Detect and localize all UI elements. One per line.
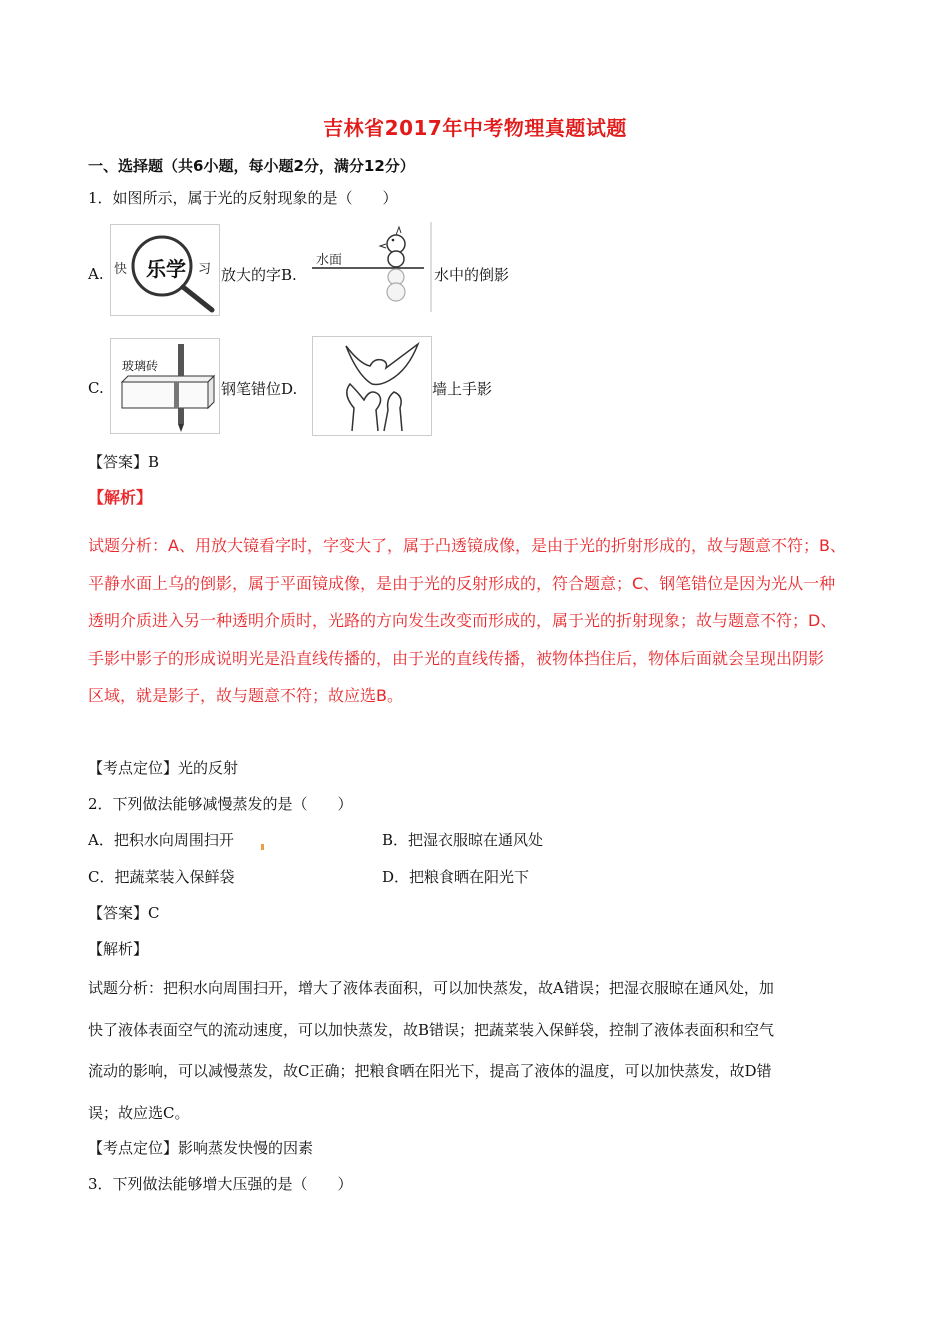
q1-answer: 【答案】B [88, 453, 160, 471]
document-title: 吉林省2017年中考物理真题试题 [323, 116, 627, 140]
q1-analysis-line: 区域，就是影子，故与题意不符；故应选B。 [88, 686, 403, 705]
q2-analysis-line: 误；故应选C。 [88, 1103, 190, 1122]
q2-kaodian: 【考点定位】影响蒸发快慢的因素 [88, 1139, 314, 1157]
q2-analysis-line: 快了液体表面空气的流动速度，可以加快蒸发，故B错误；把蔬菜装入保鲜袋，控制了液体表面积和空气 [88, 1020, 775, 1039]
q2-option-b: B．把湿衣服晾在通风处 [382, 831, 544, 849]
glass-brick-pen-image [110, 338, 220, 434]
q2-stem: 2．下列做法能够减慢蒸发的是（ ） [88, 795, 353, 813]
q1-analysis-line: 试题分析：A、用放大镜看字时，字变大了，属于凸透镜成像，是由于光的折射形成的，故与题意不符；B、 [88, 536, 846, 555]
q1-analysis-line: 平静水面上乌的倒影，属于平面镜成像，是由于光的反射形成的，符合题意；C、钢笔错位是因为光从一种 [88, 573, 836, 593]
q2-analysis-text [88, 974, 870, 1127]
q2-option-c: C．把蔬菜装入保鲜袋 [88, 868, 235, 886]
magnifier-text-center: 乐学 [146, 257, 186, 281]
hand-shadow-image [312, 336, 432, 436]
q2-option-d: D．把粮食晒在阳光下 [382, 868, 530, 886]
stray-mark [261, 844, 264, 850]
q1-stem: 1．如图所示，属于光的反射现象的是（ ） [88, 189, 398, 207]
q2-analysis-line: 试题分析：把积水向周围扫开，增大了液体表面积，可以加快蒸发，故A错误；把湿衣服晾在通风处，加 [88, 979, 774, 997]
magnifier-image [110, 224, 220, 316]
q3-stem: 3．下列做法能够增大压强的是（ ） [88, 1175, 353, 1193]
q1-option-c-text: 钢笔错位D. [221, 380, 298, 398]
q1-option-a-letter: A. [88, 265, 104, 283]
q1-analysis-line: 透明介质进入另一种透明介质时，光路的方向发生改变而形成的，属于光的折射现象；故与题意不符；D、 [88, 611, 837, 630]
water-reflection-image [312, 222, 432, 312]
magnifier-text-right: 习 [198, 262, 212, 277]
q2-analysis-label: 【解析】 [88, 940, 149, 958]
q2-option-a: A．把积水向周围扫开 [88, 831, 234, 849]
q1-option-c-letter: C. [88, 379, 104, 397]
q2-analysis-line: 流动的影响，可以减慢蒸发，故C正确；把粮食晒在阳光下，提高了液体的温度，可以加快蒸发，故D错 [88, 1062, 772, 1080]
q1-analysis-line: 手影中影子的形成说明光是沿直线传播的，由于光的直线传播，被物体挡住后，物体后面就会呈现出阴影 [88, 648, 825, 668]
water-label: 水面 [316, 253, 343, 268]
glass-brick-label: 玻璃砖 [122, 359, 159, 373]
q1-option-a-text: 放大的字B. [221, 266, 297, 284]
magnifier-text-left: 快 [114, 262, 128, 277]
q1-kaodian: 【考点定位】光的反射 [88, 759, 239, 777]
q1-analysis-text [88, 527, 870, 715]
section-heading: 一、选择题（共6小题，每小题2分，满分12分） [88, 157, 415, 175]
q2-answer: 【答案】C [88, 904, 160, 922]
q1-option-d-text: 墙上手影 [432, 380, 493, 398]
q1-analysis-label: 【解析】 [88, 488, 153, 507]
q1-option-b-text: 水中的倒影 [434, 266, 510, 284]
